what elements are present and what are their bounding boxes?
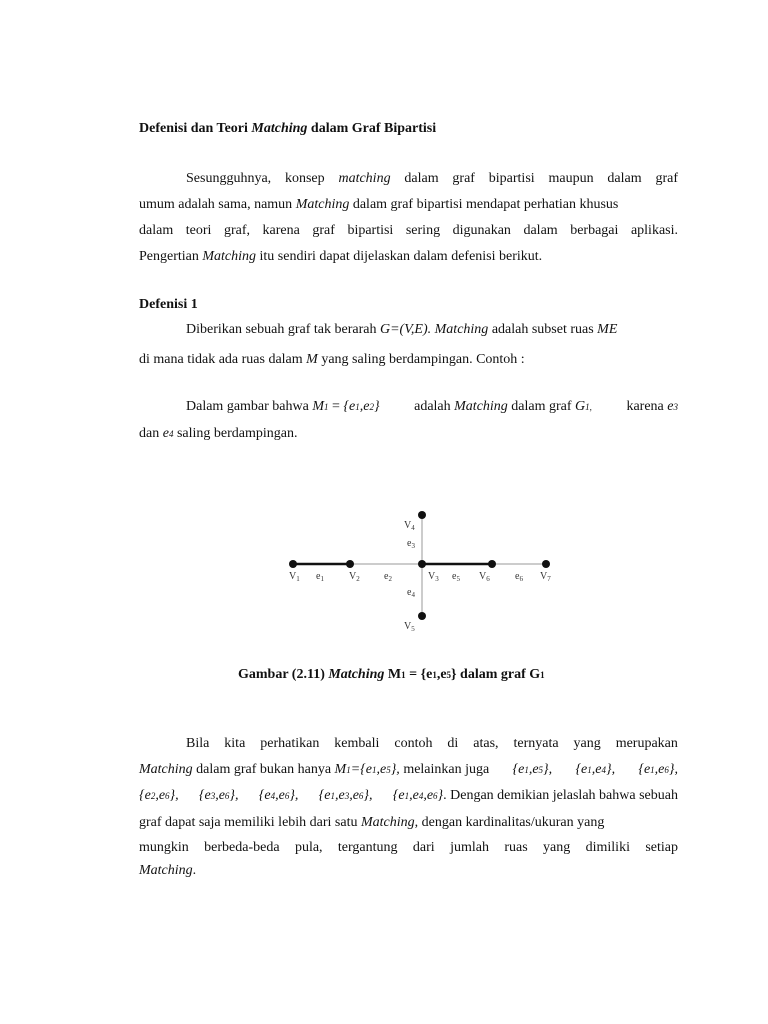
- label-v2: $V_2$: [349, 571, 360, 583]
- subscript: 5: [538, 765, 544, 775]
- subscript: 4: [168, 429, 174, 439]
- text: M: [384, 667, 402, 682]
- word: Bila: [186, 736, 210, 751]
- word: bipartisi: [347, 223, 394, 238]
- subscript: 1: [587, 765, 592, 775]
- p3-line-2: [139, 762, 678, 778]
- p1-line-2: [139, 197, 618, 213]
- p2-line-1: [186, 399, 678, 415]
- text: } dalam graf G: [451, 667, 541, 682]
- label-e6: $e_6$: [515, 571, 523, 583]
- word: dimiliki: [585, 840, 630, 855]
- p3-line-6: [139, 863, 196, 879]
- text: Gambar (2.11): [238, 667, 329, 682]
- word: mungkin: [139, 840, 189, 855]
- subscript: 6: [358, 791, 364, 801]
- word: setiap: [645, 840, 678, 855]
- text: melainkan juga: [399, 762, 490, 777]
- p2-line-2: [139, 426, 297, 442]
- word: jumlah: [450, 840, 489, 855]
- word: berbagai: [570, 223, 619, 238]
- subscript: 4: [270, 791, 276, 801]
- subscript: 1: [324, 402, 329, 412]
- subscript: 4: [418, 791, 424, 801]
- figure-caption: [238, 667, 545, 683]
- text: itu sendiri dapat dijelaskan dalam defenisi berikut.: [256, 249, 543, 264]
- chunk: [139, 762, 489, 778]
- set: {e1,e4,e6}. Dengan demikian jelaslah bahwa sebuah: [392, 788, 678, 803]
- subscript: 3: [210, 791, 216, 801]
- graph-figure: [270, 500, 570, 640]
- word: dalam: [404, 171, 439, 186]
- subscript: 2: [150, 791, 156, 801]
- text-italic: e: [667, 399, 674, 414]
- word: graf: [655, 171, 678, 186]
- vertex-v6: [488, 560, 496, 568]
- word: yang: [573, 736, 601, 751]
- text: graf dapat saja memiliki lebih dari satu: [139, 815, 361, 830]
- p2-chunk-3: [626, 399, 678, 415]
- word: dari: [412, 840, 435, 855]
- word: graf: [312, 223, 335, 238]
- subscript: 6: [284, 791, 290, 801]
- subscript: 1: [371, 765, 377, 775]
- heading-italic: Matching: [251, 121, 308, 136]
- word: dalam: [607, 171, 642, 186]
- subscript: 1: [540, 670, 545, 680]
- word: konsep: [284, 171, 325, 186]
- vertex-v4: [418, 511, 426, 519]
- text: adalah subset ruas: [488, 322, 598, 337]
- word: ruas: [504, 840, 528, 855]
- word: di: [447, 736, 459, 751]
- word: graf,: [223, 223, 250, 238]
- label-e1: $e_1$: [316, 571, 324, 583]
- text: .: [192, 863, 197, 878]
- subscript: 6: [433, 791, 438, 801]
- subscript: 5: [446, 670, 452, 680]
- text: umum adalah sama, namun: [139, 197, 296, 212]
- subscript: 1: [524, 765, 529, 775]
- label-e5: $e_5$: [452, 571, 460, 583]
- subscript: 2: [369, 402, 374, 412]
- subscript: 1,: [585, 402, 592, 412]
- vertex-v7: [542, 560, 550, 568]
- text: , dengan kardinalitas/ukuran yang: [414, 815, 605, 830]
- text: Dalam gambar bahwa: [186, 399, 313, 414]
- word: dalam: [139, 223, 174, 238]
- word: atas,: [473, 736, 499, 751]
- text-italic: G=(V,E). Matching: [379, 322, 489, 337]
- p3-line-4: [139, 815, 604, 831]
- label-e4: $e_4$: [407, 587, 415, 599]
- text: dalam graf: [507, 399, 576, 414]
- label-v4: $V_4$: [404, 520, 415, 532]
- heading-text-end: dalam Graf Bipartisi: [307, 121, 437, 136]
- word: matching: [338, 171, 391, 186]
- p1-line-4: [139, 249, 542, 265]
- heading-text: Defenisi dan Teori: [139, 121, 252, 136]
- text-italic: M: [312, 399, 325, 414]
- text-italic: Matching: [360, 815, 415, 830]
- word: aplikasi.: [630, 223, 678, 238]
- text-italic: Matching: [454, 399, 508, 414]
- text-italic: }: [373, 399, 380, 414]
- set: {e4,e6},: [258, 788, 299, 803]
- p1-line-1: [186, 171, 678, 187]
- word: Sesungguhnya,: [186, 171, 272, 186]
- label-v5: $V_5$: [404, 621, 415, 633]
- subscript: 6: [224, 791, 230, 801]
- text-italic: {e: [343, 399, 356, 414]
- text: dalam graf bipartisi mendapat perhatian khusus: [349, 197, 619, 212]
- word: berbeda-beda: [204, 840, 280, 855]
- def1-line-1: [186, 322, 617, 338]
- label-e2: $e_2$: [384, 571, 392, 583]
- set: {e1,e6},: [638, 762, 678, 777]
- text: adalah: [414, 399, 455, 414]
- word: dalam: [523, 223, 558, 238]
- set: {e1,e4},: [575, 762, 616, 777]
- word: sering: [405, 223, 441, 238]
- subscript: 1: [432, 670, 437, 680]
- text-italic: G: [575, 399, 586, 414]
- text-italic: Matching: [139, 762, 193, 777]
- subscript: 3: [344, 791, 350, 801]
- vertex-v1: [289, 560, 297, 568]
- word: kita: [224, 736, 246, 751]
- text: karena: [626, 399, 668, 414]
- p2-chunk-1: [186, 399, 380, 415]
- section-heading: [139, 121, 436, 137]
- text: Diberikan sebuah graf tak berarah: [186, 322, 380, 337]
- word: kembali: [334, 736, 380, 751]
- text: Pengertian: [139, 249, 203, 264]
- p1-line-3: [139, 223, 678, 239]
- subscript: 1: [650, 765, 655, 775]
- vertex-v3: [418, 560, 426, 568]
- text: yang saling berdampingan. Contoh :: [317, 352, 525, 367]
- word: maupun: [548, 171, 594, 186]
- text-italic: e: [162, 426, 169, 441]
- subscript: 1: [346, 765, 351, 775]
- subscript: 3: [673, 402, 678, 412]
- text-italic: ME: [597, 322, 618, 337]
- def1-line-2: [139, 352, 525, 368]
- text: dalam graf bukan hanya: [192, 762, 335, 777]
- p3-line-3: [139, 788, 678, 804]
- label-v1: $V_1$: [289, 571, 300, 583]
- text: =: [328, 399, 344, 414]
- word: graf: [452, 171, 475, 186]
- text: dan: [139, 426, 163, 441]
- set: {e1,e5},: [512, 762, 553, 777]
- text: ,e: [436, 667, 447, 682]
- subscript: 4: [601, 765, 606, 775]
- p2-chunk-2: [414, 399, 592, 415]
- subscript: 1: [404, 791, 410, 801]
- subscript: 6: [165, 791, 170, 801]
- p3-line-1: [186, 736, 678, 752]
- subscript: 1: [355, 402, 360, 412]
- subscript: 1: [330, 791, 335, 801]
- word: contoh: [394, 736, 433, 751]
- word: pula,: [294, 840, 323, 855]
- text: saling berdampingan.: [173, 426, 298, 441]
- word: perhatikan: [260, 736, 320, 751]
- label-v7: $V_7$: [540, 571, 551, 583]
- text-italic: ,e: [359, 399, 370, 414]
- p3-line-5: [139, 840, 678, 856]
- label-e3: $e_3$: [407, 538, 415, 550]
- set: {e1,e3,e6},: [318, 788, 373, 803]
- set: {e3,e6},: [198, 788, 239, 803]
- word: merupakan: [615, 736, 678, 751]
- word: ternyata: [513, 736, 559, 751]
- definition-title: Defenisi 1: [139, 297, 198, 312]
- text-italic: ,e: [376, 762, 387, 777]
- text-italic: M: [334, 762, 347, 777]
- text-italic: Matching: [202, 249, 257, 264]
- subscript: 5: [386, 765, 391, 775]
- label-v3: $V_3$: [428, 571, 439, 583]
- vertex-v5: [418, 612, 426, 620]
- text-italic: Matching: [328, 667, 385, 682]
- text-italic: ={e: [350, 762, 372, 777]
- text: . Dengan demikian jelaslah bahwa sebuah: [443, 788, 678, 803]
- text-italic: Matching: [295, 197, 350, 212]
- word: karena: [262, 223, 300, 238]
- subscript: 1: [401, 670, 406, 680]
- text-italic: M: [306, 352, 318, 367]
- vertex-v2: [346, 560, 354, 568]
- set: {e2,e6},: [139, 788, 179, 803]
- subscript: 6: [664, 765, 669, 775]
- text-italic: },: [390, 762, 400, 777]
- text: = {e: [405, 667, 433, 682]
- text: di mana tidak ada ruas dalam: [139, 352, 307, 367]
- word: yang: [543, 840, 571, 855]
- word: bipartisi: [488, 171, 535, 186]
- text-italic: Matching: [139, 863, 193, 878]
- word: tergantung: [337, 840, 398, 855]
- word: teori: [185, 223, 212, 238]
- label-v6: $V_6$: [479, 571, 490, 583]
- word: digunakan: [452, 223, 511, 238]
